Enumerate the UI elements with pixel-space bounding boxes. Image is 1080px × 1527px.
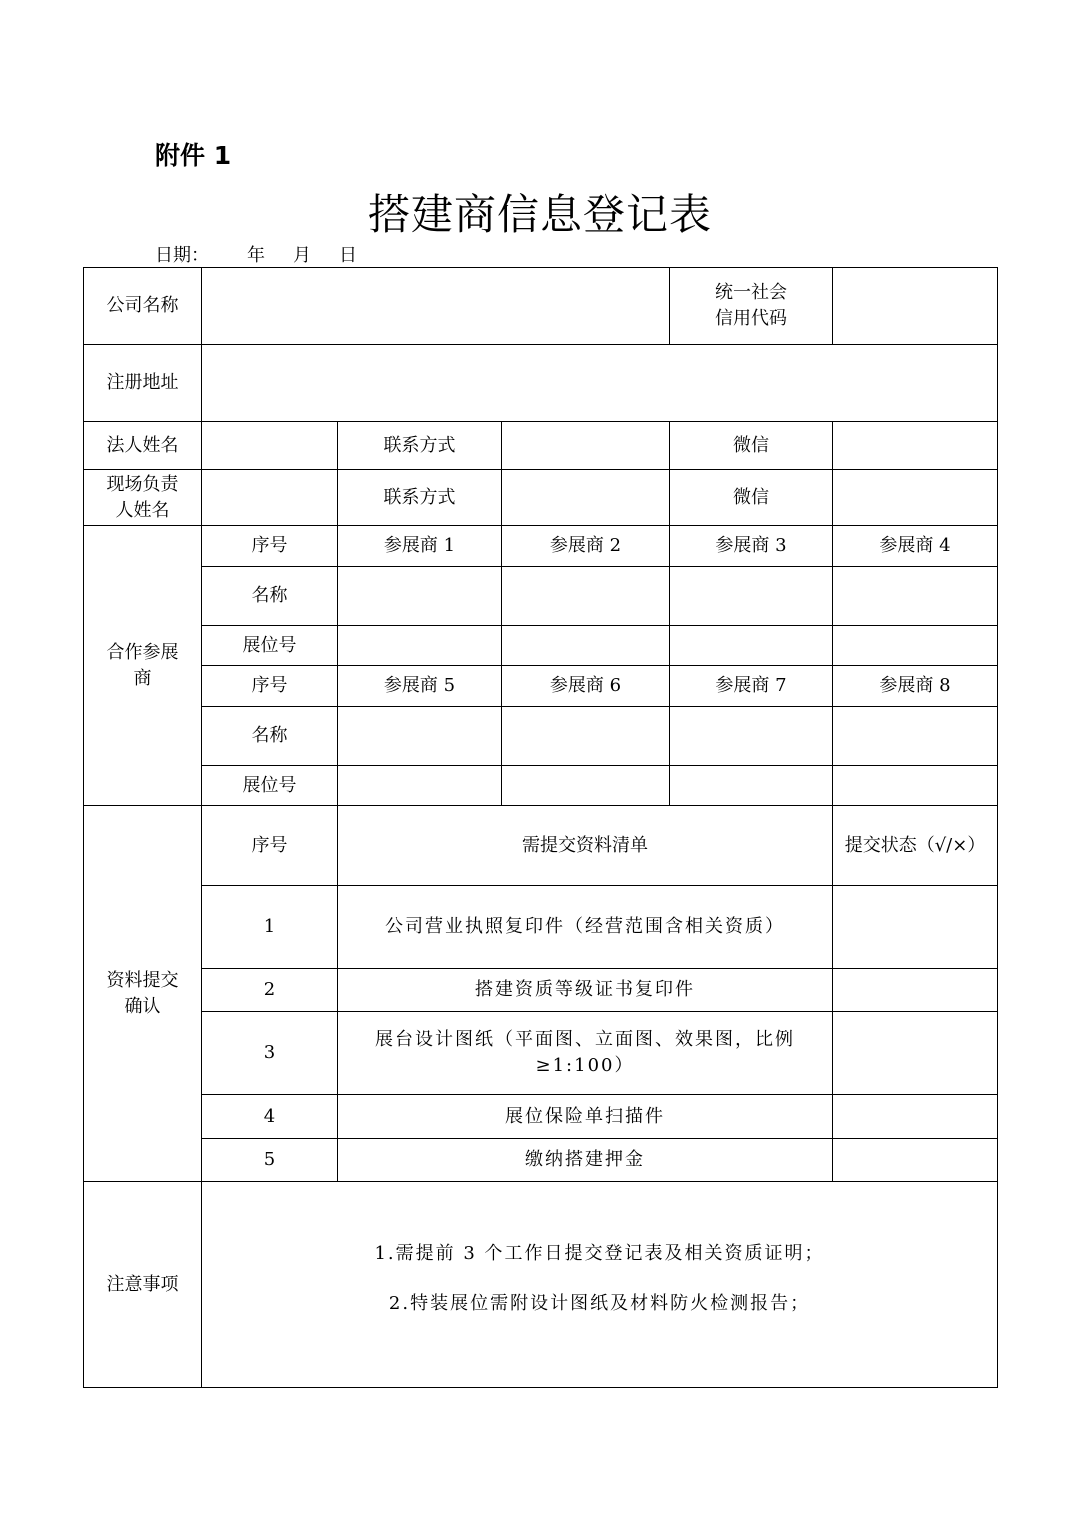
company-name-label: 公司名称: [84, 268, 202, 345]
exhibitor-header: 参展商 7: [670, 666, 833, 707]
exhibitor-booth-field[interactable]: [338, 766, 502, 806]
note-item: 1.需提前 3 个工作日提交登记表及相关资质证明；: [374, 1242, 825, 1264]
materials-status-label: 提交状态（√/×）: [833, 806, 998, 886]
material-item: 展台设计图纸（平面图、立面图、效果图，比例≥1:100）: [338, 1012, 833, 1095]
material-status-field[interactable]: [833, 1095, 998, 1139]
exhibitor-header: 参展商 3: [670, 526, 833, 567]
exhibitor-booth-label: 展位号: [202, 766, 338, 806]
material-item: 公司营业执照复印件（经营范围含相关资质）: [338, 886, 833, 969]
material-item: 缴纳搭建押金: [338, 1139, 833, 1182]
material-no: 4: [202, 1095, 338, 1139]
exhibitor-seq-label: 序号: [202, 526, 338, 567]
legal-wechat-field[interactable]: [833, 422, 998, 470]
materials-section-label: 资料提交 确认: [84, 806, 202, 1182]
credit-code-field[interactable]: [833, 268, 998, 345]
registration-form-table: [83, 267, 998, 1388]
exhibitor-name-field[interactable]: [670, 567, 833, 626]
date-day: 日: [339, 245, 357, 266]
material-no: 1: [202, 886, 338, 969]
exhibitors-section-label: 合作参展商: [84, 526, 202, 806]
material-status-field[interactable]: [833, 969, 998, 1012]
material-status-field[interactable]: [833, 1012, 998, 1095]
attachment-label: 附件 1: [155, 141, 232, 170]
site-manager-label: 现场负责 人姓名: [84, 470, 202, 526]
site-wechat-label: 微信: [670, 470, 833, 526]
page-title: 搭建商信息登记表: [367, 190, 712, 239]
material-no: 2: [202, 969, 338, 1012]
exhibitor-name-field[interactable]: [670, 707, 833, 766]
note-item: 2.特装展位需附设计图纸及材料防火检测报告；: [388, 1292, 811, 1314]
exhibitor-name-field[interactable]: [338, 707, 502, 766]
material-status-field[interactable]: [833, 886, 998, 969]
materials-seq-label: 序号: [202, 806, 338, 886]
exhibitor-name-field[interactable]: [833, 567, 998, 626]
date-year: 年: [247, 245, 265, 266]
exhibitor-name-field[interactable]: [833, 707, 998, 766]
exhibitor-header: 参展商 4: [833, 526, 998, 567]
exhibitor-header: 参展商 2: [502, 526, 670, 567]
site-wechat-field[interactable]: [833, 470, 998, 526]
legal-name-label: 法人姓名: [84, 422, 202, 470]
company-name-field[interactable]: [202, 268, 670, 345]
legal-wechat-label: 微信: [670, 422, 833, 470]
site-contact-field[interactable]: [502, 470, 670, 526]
exhibitor-name-field[interactable]: [502, 567, 670, 626]
site-contact-label: 联系方式: [338, 470, 502, 526]
legal-contact-label: 联系方式: [338, 422, 502, 470]
exhibitor-booth-label: 展位号: [202, 626, 338, 666]
exhibitor-booth-field[interactable]: [670, 626, 833, 666]
exhibitor-header: 参展商 6: [502, 666, 670, 707]
credit-code-label: 统一社会 信用代码: [670, 268, 833, 345]
exhibitor-name-field[interactable]: [338, 567, 502, 626]
material-item: 展位保险单扫描件: [338, 1095, 833, 1139]
notes-label: 注意事项: [84, 1182, 202, 1388]
exhibitor-name-field[interactable]: [502, 707, 670, 766]
exhibitor-header: 参展商 8: [833, 666, 998, 707]
exhibitor-booth-field[interactable]: [338, 626, 502, 666]
exhibitor-name-label: 名称: [202, 567, 338, 626]
site-manager-field[interactable]: [202, 470, 338, 526]
legal-contact-field[interactable]: [502, 422, 670, 470]
material-item: 搭建资质等级证书复印件: [338, 969, 833, 1012]
material-no: 3: [202, 1012, 338, 1095]
exhibitor-booth-field[interactable]: [833, 766, 998, 806]
exhibitor-booth-field[interactable]: [833, 626, 998, 666]
date-month: 月: [293, 245, 311, 266]
exhibitor-booth-field[interactable]: [502, 626, 670, 666]
exhibitor-booth-field[interactable]: [502, 766, 670, 806]
address-label: 注册地址: [84, 345, 202, 422]
date-line: [155, 241, 357, 267]
address-field[interactable]: [202, 345, 998, 422]
exhibitor-header: 参展商 5: [338, 666, 502, 707]
date-label: 日期：: [155, 245, 209, 266]
materials-list-label: 需提交资料清单: [338, 806, 833, 886]
material-status-field[interactable]: [833, 1139, 998, 1182]
exhibitor-header: 参展商 1: [338, 526, 502, 567]
notes-content: [202, 1182, 998, 1388]
exhibitor-seq-label: 序号: [202, 666, 338, 707]
exhibitor-booth-field[interactable]: [670, 766, 833, 806]
legal-name-field[interactable]: [202, 422, 338, 470]
exhibitor-name-label: 名称: [202, 707, 338, 766]
material-no: 5: [202, 1139, 338, 1182]
